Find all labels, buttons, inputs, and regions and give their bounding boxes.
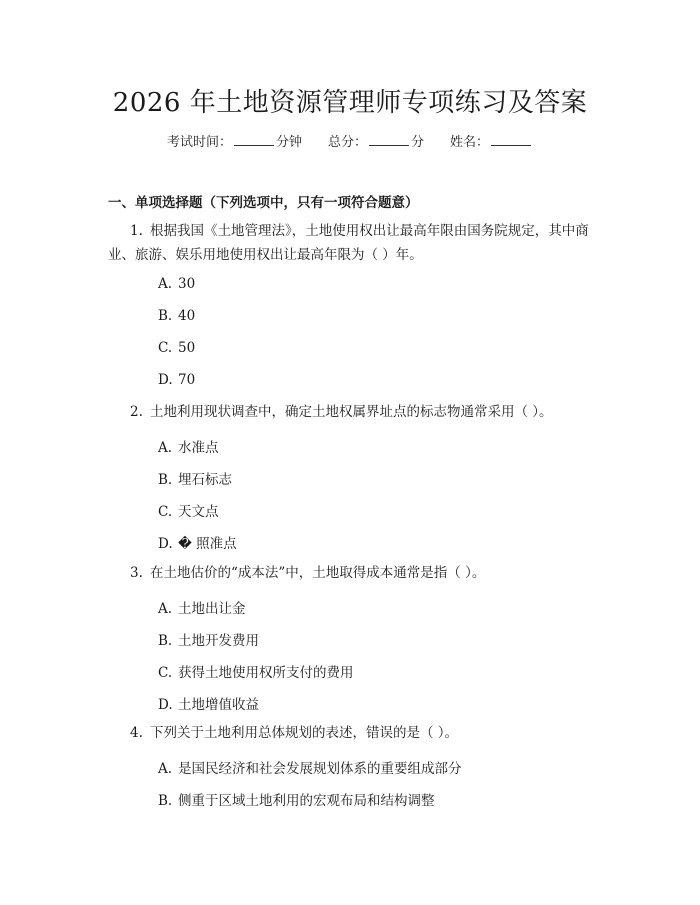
option-3c [158, 661, 354, 681]
question-4 [108, 721, 598, 745]
question-text: 根据我国《土地管理法》，土地使用权出让最高年限由国务院规定，其中商业、旅游、娱乐用地使用权出让最高年限为（ ）年。 [108, 223, 589, 263]
question-3 [108, 561, 598, 585]
option-text: 40 [178, 308, 196, 324]
total-score-blank [369, 133, 409, 146]
exam-time-field [167, 131, 302, 150]
option-letter: C. [158, 504, 173, 520]
section-heading: 一、单项选择题（下列选项中，只有一项符合题意） [108, 195, 419, 211]
option-text: 土地出让金 [178, 601, 246, 617]
exam-info-line [0, 131, 700, 150]
name-blank [491, 133, 531, 146]
name-field [450, 131, 533, 150]
option-3b [158, 629, 259, 649]
option-text: 土地增值收益 [178, 697, 259, 713]
option-text: 天文点 [178, 504, 219, 520]
option-1a [158, 276, 195, 292]
option-text: 埋石标志 [178, 472, 232, 488]
question-2 [108, 400, 598, 424]
document-title: 2026 年土地资源管理师专项练习及答案 [112, 88, 588, 118]
option-letter: A. [158, 761, 173, 777]
option-letter: D. [158, 697, 173, 713]
option-letter: B. [158, 633, 173, 649]
option-2d [158, 532, 237, 552]
option-text: � 照准点 [178, 536, 237, 552]
name-label: 姓名： [450, 135, 490, 150]
option-letter: A. [158, 440, 173, 456]
option-text: 土地开发费用 [178, 633, 259, 649]
question-number: 4. [130, 725, 143, 741]
total-score-label: 总分： [327, 135, 367, 150]
question-number: 3. [130, 565, 143, 581]
option-text: 水准点 [178, 440, 219, 456]
question-1 [108, 219, 598, 267]
exam-time-label: 考试时间： [166, 135, 232, 150]
option-letter: D. [158, 372, 173, 388]
option-2b [158, 468, 232, 488]
exam-time-blank [234, 133, 274, 146]
option-letter: B. [158, 793, 173, 809]
question-text: 下列关于土地利用总体规划的表述，错误的是（ ）。 [150, 725, 459, 741]
option-letter: B. [158, 472, 173, 488]
option-4b [158, 789, 435, 809]
question-text: 土地利用现状调查中，确定土地权属界址点的标志物通常采用（ ）。 [150, 404, 553, 420]
option-text: 是国民经济和社会发展规划体系的重要组成部分 [178, 761, 462, 777]
question-text: 在土地估价的“成本法”中，土地取得成本通常是指（ ）。 [150, 565, 486, 581]
option-text: 50 [178, 340, 196, 356]
option-text: 70 [178, 372, 196, 388]
question-number: 2. [130, 404, 143, 420]
option-letter: C. [158, 665, 173, 681]
option-letter: D. [158, 536, 173, 552]
option-2c [158, 500, 219, 520]
option-text: 侧重于区域土地利用的宏观布局和结构调整 [178, 793, 435, 809]
option-1d [158, 372, 195, 388]
option-text: 30 [178, 276, 196, 292]
option-letter: A. [158, 276, 173, 292]
question-number: 1. [130, 223, 143, 239]
option-3d [158, 693, 259, 713]
option-1c [158, 340, 195, 356]
option-letter: B. [158, 308, 173, 324]
option-text: 获得土地使用权所支付的费用 [178, 665, 354, 681]
exam-time-unit: 分钟 [275, 135, 302, 150]
total-score-field [328, 131, 424, 150]
option-2a [158, 436, 219, 456]
option-1b [158, 308, 195, 324]
option-letter: A. [158, 601, 173, 617]
option-4a [158, 757, 462, 777]
total-score-unit: 分 [411, 135, 425, 150]
option-letter: C. [158, 340, 173, 356]
option-3a [158, 597, 246, 617]
